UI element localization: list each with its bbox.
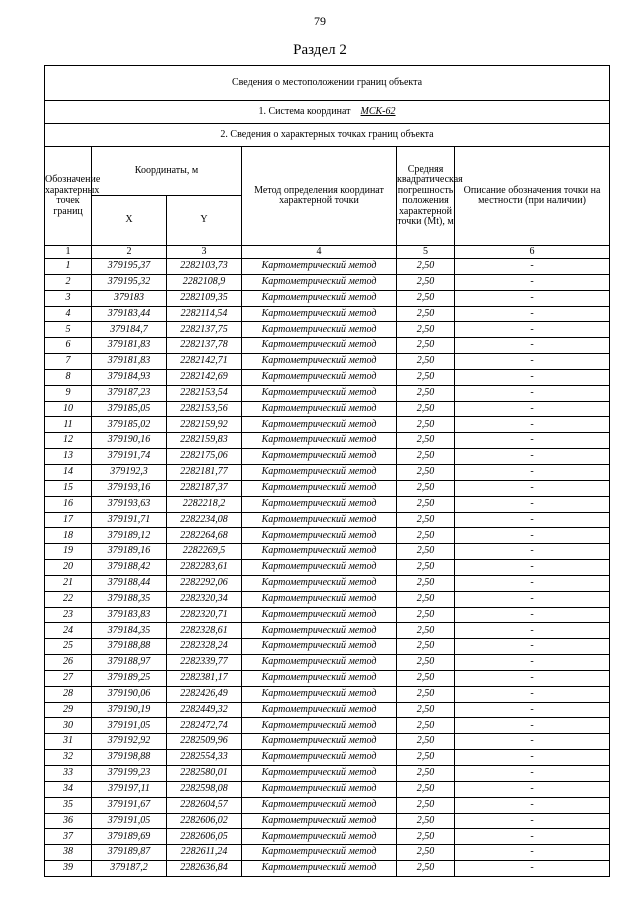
y-coordinate-cell: 2282598,08	[167, 781, 242, 797]
point-number-cell: 36	[45, 813, 92, 829]
method-cell: Картометрический метод	[242, 718, 397, 734]
points-section-label: 2. Сведения о характерных точках границ объекта	[45, 124, 610, 147]
x-coordinate-cell: 379183	[92, 290, 167, 306]
x-coordinate-cell: 379189,12	[92, 528, 167, 544]
x-coordinate-cell: 379198,88	[92, 750, 167, 766]
description-cell: -	[455, 464, 610, 480]
y-coordinate-cell: 2282426,49	[167, 686, 242, 702]
accuracy-cell: 2,50	[397, 464, 455, 480]
y-coordinate-cell: 2282320,34	[167, 591, 242, 607]
table-row	[45, 734, 610, 750]
description-cell: -	[455, 496, 610, 512]
point-number-cell: 9	[45, 385, 92, 401]
description-cell: -	[455, 861, 610, 877]
description-cell: -	[455, 797, 610, 813]
header-method: Метод определения координат характерной точки	[242, 147, 397, 246]
description-cell: -	[455, 385, 610, 401]
accuracy-cell: 2,50	[397, 591, 455, 607]
method-cell: Картометрический метод	[242, 575, 397, 591]
table-row	[45, 512, 610, 528]
description-cell: -	[455, 670, 610, 686]
point-number-cell: 24	[45, 623, 92, 639]
method-cell: Картометрический метод	[242, 766, 397, 782]
accuracy-cell: 2,50	[397, 417, 455, 433]
point-number-cell: 13	[45, 449, 92, 465]
point-number-cell: 20	[45, 560, 92, 576]
method-cell: Картометрический метод	[242, 591, 397, 607]
accuracy-cell: 2,50	[397, 544, 455, 560]
description-cell: -	[455, 306, 610, 322]
x-coordinate-cell: 379191,71	[92, 512, 167, 528]
accuracy-cell: 2,50	[397, 274, 455, 290]
y-coordinate-cell: 2282175,06	[167, 449, 242, 465]
point-number-cell: 3	[45, 290, 92, 306]
accuracy-cell: 2,50	[397, 861, 455, 877]
point-number-cell: 33	[45, 766, 92, 782]
accuracy-cell: 2,50	[397, 766, 455, 782]
x-coordinate-cell: 379193,63	[92, 496, 167, 512]
table-row	[45, 591, 610, 607]
y-coordinate-cell: 2282109,35	[167, 290, 242, 306]
coordinate-system-value: МСК-62	[360, 105, 396, 117]
boundary-points-table	[44, 65, 610, 877]
method-cell: Картометрический метод	[242, 829, 397, 845]
point-number-cell: 18	[45, 528, 92, 544]
table-row	[45, 845, 610, 861]
point-number-cell: 29	[45, 702, 92, 718]
accuracy-cell: 2,50	[397, 306, 455, 322]
table-row	[45, 464, 610, 480]
accuracy-cell: 2,50	[397, 354, 455, 370]
table-row	[45, 750, 610, 766]
method-cell: Картометрический метод	[242, 639, 397, 655]
y-coordinate-cell: 2282339,77	[167, 655, 242, 671]
table-row	[45, 781, 610, 797]
y-coordinate-cell: 2282218,2	[167, 496, 242, 512]
description-cell: -	[455, 354, 610, 370]
table-row	[45, 797, 610, 813]
accuracy-cell: 2,50	[397, 845, 455, 861]
y-coordinate-cell: 2282114,54	[167, 306, 242, 322]
method-cell: Картометрический метод	[242, 369, 397, 385]
point-number-cell: 14	[45, 464, 92, 480]
accuracy-cell: 2,50	[397, 607, 455, 623]
y-coordinate-cell: 2282142,69	[167, 369, 242, 385]
table-row	[45, 496, 610, 512]
x-coordinate-cell: 379190,16	[92, 433, 167, 449]
method-cell: Картометрический метод	[242, 813, 397, 829]
column-number: 4	[242, 246, 397, 259]
y-coordinate-cell: 2282606,02	[167, 813, 242, 829]
point-number-cell: 27	[45, 670, 92, 686]
point-number-cell: 38	[45, 845, 92, 861]
x-coordinate-cell: 379188,88	[92, 639, 167, 655]
x-coordinate-cell: 379189,87	[92, 845, 167, 861]
table-row	[45, 338, 610, 354]
method-cell: Картометрический метод	[242, 480, 397, 496]
y-coordinate-cell: 2282142,71	[167, 354, 242, 370]
accuracy-cell: 2,50	[397, 686, 455, 702]
x-coordinate-cell: 379192,3	[92, 464, 167, 480]
accuracy-cell: 2,50	[397, 385, 455, 401]
accuracy-cell: 2,50	[397, 338, 455, 354]
method-cell: Картометрический метод	[242, 512, 397, 528]
method-cell: Картометрический метод	[242, 607, 397, 623]
point-number-cell: 28	[45, 686, 92, 702]
x-coordinate-cell: 379188,35	[92, 591, 167, 607]
coordinate-system-row	[45, 101, 610, 124]
method-cell: Картометрический метод	[242, 433, 397, 449]
point-number-cell: 7	[45, 354, 92, 370]
accuracy-cell: 2,50	[397, 670, 455, 686]
point-number-cell: 34	[45, 781, 92, 797]
column-number: 5	[397, 246, 455, 259]
table-title: Сведения о местоположении границ объекта	[45, 66, 610, 101]
point-number-cell: 4	[45, 306, 92, 322]
method-cell: Картометрический метод	[242, 496, 397, 512]
description-cell: -	[455, 623, 610, 639]
method-cell: Картометрический метод	[242, 655, 397, 671]
method-cell: Картометрический метод	[242, 797, 397, 813]
x-coordinate-cell: 379185,02	[92, 417, 167, 433]
table-body	[45, 259, 610, 877]
table-row	[45, 528, 610, 544]
table-row	[45, 623, 610, 639]
method-cell: Картометрический метод	[242, 385, 397, 401]
y-coordinate-cell: 2282283,61	[167, 560, 242, 576]
point-number-cell: 37	[45, 829, 92, 845]
x-coordinate-cell: 379185,05	[92, 401, 167, 417]
description-cell: -	[455, 433, 610, 449]
description-cell: -	[455, 845, 610, 861]
method-cell: Картометрический метод	[242, 750, 397, 766]
accuracy-cell: 2,50	[397, 797, 455, 813]
x-coordinate-cell: 379181,83	[92, 338, 167, 354]
y-coordinate-cell: 2282554,33	[167, 750, 242, 766]
y-coordinate-cell: 2282153,54	[167, 385, 242, 401]
method-cell: Картометрический метод	[242, 781, 397, 797]
point-number-cell: 21	[45, 575, 92, 591]
description-cell: -	[455, 734, 610, 750]
point-number-cell: 16	[45, 496, 92, 512]
table-row	[45, 274, 610, 290]
x-coordinate-cell: 379190,06	[92, 686, 167, 702]
description-cell: -	[455, 274, 610, 290]
header-y: Y	[167, 196, 242, 246]
table-row	[45, 544, 610, 560]
table-row	[45, 322, 610, 338]
table-row	[45, 401, 610, 417]
x-coordinate-cell: 379183,83	[92, 607, 167, 623]
accuracy-cell: 2,50	[397, 623, 455, 639]
point-number-cell: 26	[45, 655, 92, 671]
table-row	[45, 306, 610, 322]
table-row	[45, 813, 610, 829]
x-coordinate-cell: 379187,2	[92, 861, 167, 877]
y-coordinate-cell: 2282153,56	[167, 401, 242, 417]
description-cell: -	[455, 813, 610, 829]
accuracy-cell: 2,50	[397, 734, 455, 750]
accuracy-cell: 2,50	[397, 401, 455, 417]
point-number-cell: 5	[45, 322, 92, 338]
table-row	[45, 655, 610, 671]
x-coordinate-cell: 379193,16	[92, 480, 167, 496]
x-coordinate-cell: 379183,44	[92, 306, 167, 322]
method-cell: Картометрический метод	[242, 290, 397, 306]
y-coordinate-cell: 2282108,9	[167, 274, 242, 290]
y-coordinate-cell: 2282328,61	[167, 623, 242, 639]
point-number-cell: 31	[45, 734, 92, 750]
y-coordinate-cell: 2282103,73	[167, 259, 242, 275]
x-coordinate-cell: 379184,35	[92, 623, 167, 639]
x-coordinate-cell: 379191,67	[92, 797, 167, 813]
y-coordinate-cell: 2282381,17	[167, 670, 242, 686]
y-coordinate-cell: 2282604,57	[167, 797, 242, 813]
method-cell: Картометрический метод	[242, 734, 397, 750]
x-coordinate-cell: 379181,83	[92, 354, 167, 370]
description-cell: -	[455, 528, 610, 544]
y-coordinate-cell: 2282449,32	[167, 702, 242, 718]
column-number: 3	[167, 246, 242, 259]
method-cell: Картометрический метод	[242, 354, 397, 370]
y-coordinate-cell: 2282606,05	[167, 829, 242, 845]
x-coordinate-cell: 379189,16	[92, 544, 167, 560]
y-coordinate-cell: 2282292,06	[167, 575, 242, 591]
table-row	[45, 385, 610, 401]
accuracy-cell: 2,50	[397, 575, 455, 591]
description-cell: -	[455, 607, 610, 623]
description-cell: -	[455, 480, 610, 496]
accuracy-cell: 2,50	[397, 750, 455, 766]
y-coordinate-cell: 2282159,83	[167, 433, 242, 449]
accuracy-cell: 2,50	[397, 829, 455, 845]
x-coordinate-cell: 379197,11	[92, 781, 167, 797]
description-cell: -	[455, 575, 610, 591]
accuracy-cell: 2,50	[397, 259, 455, 275]
method-cell: Картометрический метод	[242, 560, 397, 576]
description-cell: -	[455, 512, 610, 528]
description-cell: -	[455, 718, 610, 734]
y-coordinate-cell: 2282187,37	[167, 480, 242, 496]
table-row	[45, 417, 610, 433]
column-number: 6	[455, 246, 610, 259]
table-row	[45, 369, 610, 385]
y-coordinate-cell: 2282580,01	[167, 766, 242, 782]
description-cell: -	[455, 560, 610, 576]
method-cell: Картометрический метод	[242, 401, 397, 417]
method-cell: Картометрический метод	[242, 528, 397, 544]
table-row	[45, 290, 610, 306]
table-row	[45, 718, 610, 734]
x-coordinate-cell: 379190,19	[92, 702, 167, 718]
y-coordinate-cell: 2282611,24	[167, 845, 242, 861]
point-number-cell: 19	[45, 544, 92, 560]
accuracy-cell: 2,50	[397, 813, 455, 829]
method-cell: Картометрический метод	[242, 861, 397, 877]
table-row	[45, 861, 610, 877]
y-coordinate-cell: 2282159,92	[167, 417, 242, 433]
accuracy-cell: 2,50	[397, 449, 455, 465]
description-cell: -	[455, 449, 610, 465]
point-number-cell: 30	[45, 718, 92, 734]
x-coordinate-cell: 379195,37	[92, 259, 167, 275]
x-coordinate-cell: 379184,7	[92, 322, 167, 338]
method-cell: Картометрический метод	[242, 449, 397, 465]
point-number-cell: 35	[45, 797, 92, 813]
method-cell: Картометрический метод	[242, 306, 397, 322]
description-cell: -	[455, 369, 610, 385]
table-row	[45, 433, 610, 449]
table-row	[45, 480, 610, 496]
method-cell: Картометрический метод	[242, 322, 397, 338]
description-cell: -	[455, 655, 610, 671]
description-cell: -	[455, 766, 610, 782]
table-row	[45, 449, 610, 465]
description-cell: -	[455, 591, 610, 607]
table-row	[45, 639, 610, 655]
y-coordinate-cell: 2282264,68	[167, 528, 242, 544]
point-number-cell: 11	[45, 417, 92, 433]
method-cell: Картометрический метод	[242, 845, 397, 861]
x-coordinate-cell: 379199,23	[92, 766, 167, 782]
column-number: 2	[92, 246, 167, 259]
description-cell: -	[455, 401, 610, 417]
x-coordinate-cell: 379191,05	[92, 813, 167, 829]
table-row	[45, 560, 610, 576]
accuracy-cell: 2,50	[397, 560, 455, 576]
x-coordinate-cell: 379195,32	[92, 274, 167, 290]
coordinate-system-label: 1. Система координат	[258, 105, 351, 117]
y-coordinate-cell: 2282509,96	[167, 734, 242, 750]
section-title: Раздел 2	[293, 42, 347, 58]
x-coordinate-cell: 379187,23	[92, 385, 167, 401]
method-cell: Картометрический метод	[242, 338, 397, 354]
accuracy-cell: 2,50	[397, 781, 455, 797]
table-row	[45, 670, 610, 686]
point-number-cell: 10	[45, 401, 92, 417]
x-coordinate-cell: 379192,92	[92, 734, 167, 750]
accuracy-cell: 2,50	[397, 639, 455, 655]
method-cell: Картометрический метод	[242, 464, 397, 480]
page-number: 79	[314, 14, 326, 28]
header-x: X	[92, 196, 167, 246]
method-cell: Картометрический метод	[242, 702, 397, 718]
x-coordinate-cell: 379184,93	[92, 369, 167, 385]
description-cell: -	[455, 781, 610, 797]
y-coordinate-cell: 2282181,77	[167, 464, 242, 480]
point-number-cell: 8	[45, 369, 92, 385]
x-coordinate-cell: 379189,25	[92, 670, 167, 686]
method-cell: Картометрический метод	[242, 417, 397, 433]
y-coordinate-cell: 2282234,08	[167, 512, 242, 528]
method-cell: Картометрический метод	[242, 670, 397, 686]
y-coordinate-cell: 2282328,24	[167, 639, 242, 655]
header-point-number: Обозначение характерных точек границ	[45, 147, 92, 246]
table-row	[45, 354, 610, 370]
method-cell: Картометрический метод	[242, 544, 397, 560]
y-coordinate-cell: 2282137,78	[167, 338, 242, 354]
point-number-cell: 32	[45, 750, 92, 766]
accuracy-cell: 2,50	[397, 433, 455, 449]
point-number-cell: 22	[45, 591, 92, 607]
description-cell: -	[455, 829, 610, 845]
y-coordinate-cell: 2282269,5	[167, 544, 242, 560]
accuracy-cell: 2,50	[397, 322, 455, 338]
x-coordinate-cell: 379191,74	[92, 449, 167, 465]
accuracy-cell: 2,50	[397, 528, 455, 544]
table-row	[45, 766, 610, 782]
description-cell: -	[455, 544, 610, 560]
method-cell: Картометрический метод	[242, 686, 397, 702]
description-cell: -	[455, 259, 610, 275]
x-coordinate-cell: 379188,97	[92, 655, 167, 671]
x-coordinate-cell: 379188,42	[92, 560, 167, 576]
x-coordinate-cell: 379189,69	[92, 829, 167, 845]
description-cell: -	[455, 750, 610, 766]
point-number-cell: 17	[45, 512, 92, 528]
y-coordinate-cell: 2282320,71	[167, 607, 242, 623]
header-coordinates: Координаты, м	[92, 147, 242, 196]
y-coordinate-cell: 2282636,84	[167, 861, 242, 877]
x-coordinate-cell: 379188,44	[92, 575, 167, 591]
accuracy-cell: 2,50	[397, 512, 455, 528]
description-cell: -	[455, 290, 610, 306]
table-row	[45, 686, 610, 702]
header-description: Описание обозначения точки на местности (при наличии)	[455, 147, 610, 246]
description-cell: -	[455, 702, 610, 718]
point-number-cell: 15	[45, 480, 92, 496]
accuracy-cell: 2,50	[397, 496, 455, 512]
description-cell: -	[455, 417, 610, 433]
description-cell: -	[455, 338, 610, 354]
x-coordinate-cell: 379191,05	[92, 718, 167, 734]
method-cell: Картометрический метод	[242, 274, 397, 290]
accuracy-cell: 2,50	[397, 480, 455, 496]
description-cell: -	[455, 686, 610, 702]
method-cell: Картометрический метод	[242, 623, 397, 639]
accuracy-cell: 2,50	[397, 702, 455, 718]
column-number: 1	[45, 246, 92, 259]
accuracy-cell: 2,50	[397, 718, 455, 734]
point-number-cell: 1	[45, 259, 92, 275]
method-cell: Картометрический метод	[242, 259, 397, 275]
table-row	[45, 702, 610, 718]
table-row	[45, 259, 610, 275]
point-number-cell: 25	[45, 639, 92, 655]
point-number-cell: 2	[45, 274, 92, 290]
table-row	[45, 829, 610, 845]
accuracy-cell: 2,50	[397, 369, 455, 385]
point-number-cell: 6	[45, 338, 92, 354]
point-number-cell: 39	[45, 861, 92, 877]
point-number-cell: 12	[45, 433, 92, 449]
table-row	[45, 575, 610, 591]
point-number-cell: 23	[45, 607, 92, 623]
table-row	[45, 607, 610, 623]
accuracy-cell: 2,50	[397, 655, 455, 671]
description-cell: -	[455, 322, 610, 338]
description-cell: -	[455, 639, 610, 655]
accuracy-cell: 2,50	[397, 290, 455, 306]
y-coordinate-cell: 2282472,74	[167, 718, 242, 734]
y-coordinate-cell: 2282137,75	[167, 322, 242, 338]
header-accuracy: Средняя квадратическая погрешность положения характерной точки (Mt), м	[397, 147, 455, 246]
